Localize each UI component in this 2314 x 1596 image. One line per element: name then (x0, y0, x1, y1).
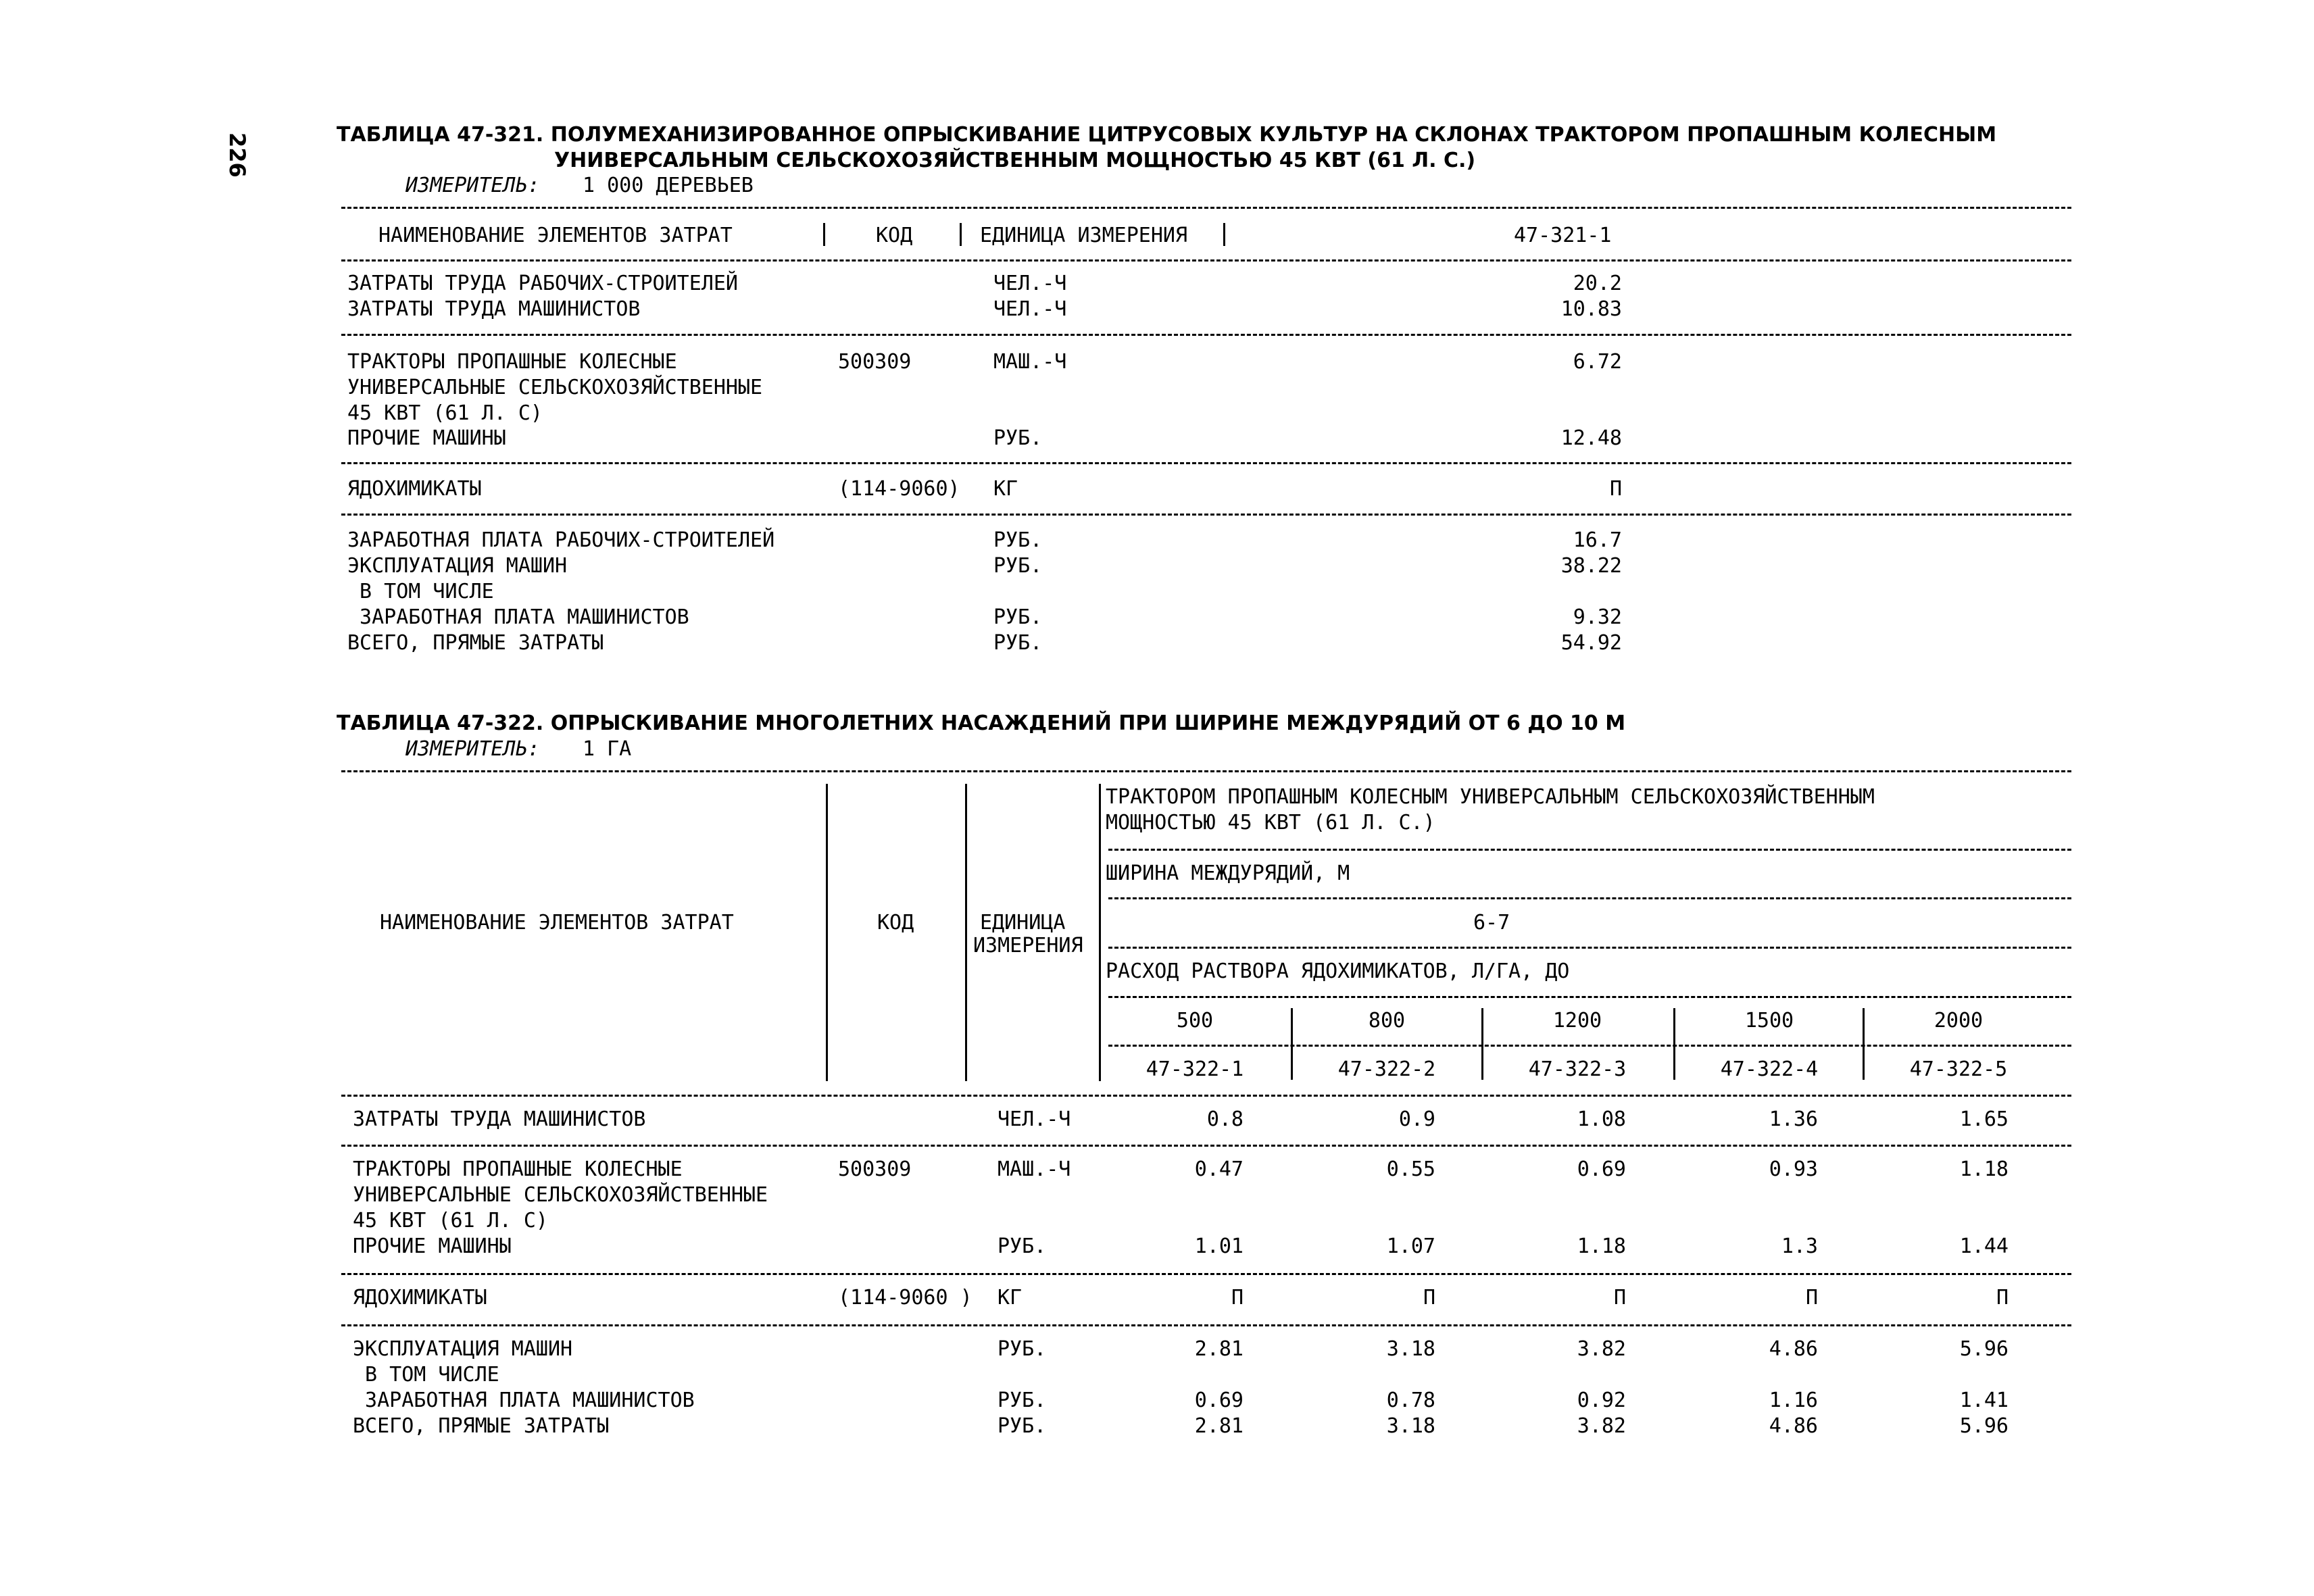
table1-row-value: 38.22 (1560, 554, 1622, 578)
table2-row-name: 45 КВТ (61 Л. С) (353, 1209, 548, 1232)
table2-header-subrule (1108, 849, 2071, 851)
table2-top-rule (341, 770, 2071, 772)
table2-row-name: ЗАРАБОТНАЯ ПЛАТА МАШИНИСТОВ (353, 1389, 695, 1412)
table2-row-value: 0.69 (1577, 1157, 1626, 1181)
table1-row-name: ЗАРАБОТНАЯ ПЛАТА МАШИНИСТОВ (347, 605, 689, 629)
table2-header-rate-label: РАСХОД РАСТВОРА ЯДОХИМИКАТОВ, Л/ГА, ДО (1106, 959, 1570, 983)
table2-group-rule (341, 1145, 2071, 1147)
table2-header-divider (965, 784, 967, 1081)
table2-row-value: 0.47 (1194, 1157, 1244, 1181)
table2-row-value: 1.41 (1959, 1389, 2009, 1412)
table2-header-code: КОД (877, 911, 914, 934)
page-number: 226 (224, 132, 250, 178)
table2-row-value: 0.69 (1194, 1389, 1244, 1412)
table2-row-value: 0.92 (1577, 1389, 1626, 1412)
table2-header-divider (826, 784, 828, 1081)
table2-header-rate: 500 (1176, 1009, 1214, 1032)
table2-header-code: 47-322-5 (1909, 1057, 2008, 1081)
table2-row-value: 5.96 (1959, 1337, 2009, 1361)
table2-row-value: 1.65 (1959, 1107, 2009, 1131)
table1-header-divider (1223, 223, 1225, 246)
table2-row-name: ЭКСПЛУАТАЦИЯ МАШИН (353, 1337, 573, 1361)
table1-row-value: 9.32 (1573, 605, 1622, 629)
table1-header-unit: ЕДИНИЦА ИЗМЕРЕНИЯ (980, 224, 1188, 247)
table2-header-subrule (1108, 947, 2071, 949)
table2-row-value: 1.07 (1386, 1235, 1435, 1258)
table1-row-unit: ЧЕЛ.-Ч (993, 272, 1067, 295)
table1-row-name: ЗАТРАТЫ ТРУДА РАБОЧИХ-СТРОИТЕЛЕЙ (347, 272, 738, 295)
table1-row-value: 20.2 (1573, 272, 1622, 295)
table1-top-rule (341, 207, 2071, 209)
table1-header-code: КОД (876, 224, 913, 247)
table2-row-unit: КГ (998, 1286, 1023, 1310)
table1-row-value: 54.92 (1560, 631, 1622, 655)
table1-header-divider (960, 223, 962, 246)
table2-row-value: 0.9 (1398, 1107, 1435, 1131)
table2-row-value: 3.18 (1386, 1337, 1435, 1361)
table1-header-col: 47-321-1 (1514, 224, 1612, 247)
table2-row-unit: РУБ. (998, 1389, 1047, 1412)
table2-row-value: 1.01 (1194, 1235, 1244, 1258)
table2-header-group-line2: МОЩНОСТЬЮ 45 КВТ (61 Л. С.) (1106, 811, 1435, 834)
table2-row-value: 2.81 (1194, 1414, 1244, 1438)
table2-row-value: 3.82 (1577, 1414, 1626, 1438)
table1-row-name: В ТОМ ЧИСЛЕ (347, 580, 494, 603)
table1-row-value: 6.72 (1573, 350, 1622, 374)
table1-row-value: 12.48 (1560, 426, 1622, 450)
table2-header-rate: 1200 (1552, 1009, 1602, 1032)
table2-row-value: 5.96 (1959, 1414, 2009, 1438)
table2-subheader-divider (1291, 1008, 1293, 1080)
table1-header-divider (823, 223, 825, 246)
table1-group-rule (341, 462, 2071, 464)
table1-header-rule (341, 259, 2071, 261)
table2-row-value: 1.36 (1769, 1107, 1818, 1131)
table2-group-rule (341, 1324, 2071, 1326)
table1-row-name: ЗАРАБОТНАЯ ПЛАТА РАБОЧИХ-СТРОИТЕЛЕЙ (347, 528, 775, 552)
table1-row-name: ЯДОХИМИКАТЫ (347, 477, 482, 501)
table2-header-code: 47-322-1 (1146, 1057, 1244, 1081)
table2-subheader-divider (1481, 1008, 1483, 1080)
table2-row-unit: РУБ. (998, 1235, 1047, 1258)
table2-row-name: ЯДОХИМИКАТЫ (353, 1286, 487, 1310)
table2-row-value: 0.78 (1386, 1389, 1435, 1412)
table2-row-name: В ТОМ ЧИСЛЕ (353, 1363, 499, 1387)
table2-header-rate: 800 (1368, 1009, 1406, 1032)
table1-group-rule (341, 514, 2071, 516)
table2-row-value: П (1613, 1286, 1626, 1310)
table1-meter-label: ИЗМЕРИТЕЛЬ: (405, 174, 540, 197)
table2-header-rate: 1500 (1744, 1009, 1794, 1032)
table2-row-unit: РУБ. (998, 1337, 1047, 1361)
table2-header-name: НАИМЕНОВАНИЕ ЭЛЕМЕНТОВ ЗАТРАТ (380, 911, 734, 934)
table1-meter-value: 1 000 ДЕРЕВЬЕВ (583, 174, 754, 197)
table2-header-divider (1099, 784, 1101, 1081)
table1-header-name: НАИМЕНОВАНИЕ ЭЛЕМЕНТОВ ЗАТРАТ (378, 224, 733, 247)
table2-row-value: 2.81 (1194, 1337, 1244, 1361)
table2-group-rule (341, 1273, 2071, 1275)
table2-header-subrule (1108, 996, 2071, 998)
table2-header-code: 47-322-2 (1337, 1057, 1436, 1081)
table1-row-value: 16.7 (1573, 528, 1622, 552)
table1-row-name: ПРОЧИЕ МАШИНЫ (347, 426, 506, 450)
table2-row-value: 1.16 (1769, 1389, 1818, 1412)
table2-row-name: ВСЕГО, ПРЯМЫЕ ЗАТРАТЫ (353, 1414, 610, 1438)
table2-title: ТАБЛИЦА 47-322. ОПРЫСКИВАНИЕ МНОГОЛЕТНИХ НАСАЖДЕНИЙ ПРИ ШИРИНЕ МЕЖДУРЯДИЙ ОТ 6 ДО 10 М (337, 712, 1626, 735)
table2-row-value: 1.08 (1577, 1107, 1626, 1131)
table1-title-line1: ТАБЛИЦА 47-321. ПОЛУМЕХАНИЗИРОВАННОЕ ОПРЫСКИВАНИЕ ЦИТРУСОВЫХ КУЛЬТУР НА СКЛОНАХ ТРАКТОРОМ ПРОПАШНЫМ КОЛЕСНЫМ (337, 123, 1997, 147)
table2-row-value: 1.18 (1577, 1235, 1626, 1258)
table2-row-name: ТРАКТОРЫ ПРОПАШНЫЕ КОЛЕСНЫЕ (353, 1157, 683, 1181)
table2-row-value: П (1423, 1286, 1435, 1310)
table1-row-name: 45 КВТ (61 Л. С) (347, 401, 543, 425)
table1-row-unit: РУБ. (993, 631, 1043, 655)
table2-header-unit-line1: ЕДИНИЦА (980, 911, 1066, 934)
table1-title-line2: УНИВЕРСАЛЬНЫМ СЕЛЬСКОХОЗЯЙСТВЕННЫМ МОЩНОСТЬЮ 45 КВТ (61 Л. С.) (554, 149, 1476, 172)
table2-row-value: 3.18 (1386, 1414, 1435, 1438)
table2-header-subrule (1108, 1045, 2071, 1047)
table1-row-value: 10.83 (1560, 297, 1622, 321)
table1-row-name: ВСЕГО, ПРЯМЫЕ ЗАТРАТЫ (347, 631, 604, 655)
table2-header-rule (341, 1095, 2071, 1097)
table1-row-name: ЗАТРАТЫ ТРУДА МАШИНИСТОВ (347, 297, 641, 321)
table2-header-unit-line2: ИЗМЕРЕНИЯ (973, 934, 1083, 957)
table1-row-unit: КГ (993, 477, 1018, 501)
table2-row-value: 1.3 (1781, 1235, 1818, 1258)
table1-row-unit: РУБ. (993, 426, 1043, 450)
table2-row-value: 3.82 (1577, 1337, 1626, 1361)
table2-header-group-line1: ТРАКТОРОМ ПРОПАШНЫМ КОЛЕСНЫМ УНИВЕРСАЛЬНЫМ СЕЛЬСКОХОЗЯЙСТВЕННЫМ (1106, 785, 1875, 809)
table2-row-value: 1.18 (1959, 1157, 2009, 1181)
table1-row-code: 500309 (838, 350, 912, 374)
table2-row-code: (114-9060 ) (838, 1286, 973, 1310)
table1-row-unit: РУБ. (993, 528, 1043, 552)
table2-subheader-divider (1673, 1008, 1675, 1080)
table1-row-name: ТРАКТОРЫ ПРОПАШНЫЕ КОЛЕСНЫЕ (347, 350, 677, 374)
table2-row-value: 0.8 (1206, 1107, 1244, 1131)
table1-row-value: П (1609, 477, 1622, 501)
table2-header-width-label: ШИРИНА МЕЖДУРЯДИЙ, М (1106, 862, 1350, 885)
table2-row-unit: РУБ. (998, 1414, 1047, 1438)
table1-row-name: УНИВЕРСАЛЬНЫЕ СЕЛЬСКОХОЗЯЙСТВЕННЫЕ (347, 376, 763, 399)
table2-row-unit: ЧЕЛ.-Ч (998, 1107, 1071, 1131)
table2-row-value: 0.93 (1769, 1157, 1818, 1181)
table2-row-code: 500309 (838, 1157, 912, 1181)
table1-row-code: (114-9060) (838, 477, 960, 501)
table1-row-name: ЭКСПЛУАТАЦИЯ МАШИН (347, 554, 568, 578)
table2-meter-value: 1 ГА (583, 737, 632, 761)
table1-row-unit: МАШ.-Ч (993, 350, 1067, 374)
table2-row-value: 4.86 (1769, 1337, 1818, 1361)
table2-row-value: 1.44 (1959, 1235, 2009, 1258)
table2-header-code: 47-322-3 (1528, 1057, 1627, 1081)
table1-row-unit: ЧЕЛ.-Ч (993, 297, 1067, 321)
table2-row-value: П (1996, 1286, 2009, 1310)
table2-row-name: УНИВЕРСАЛЬНЫЕ СЕЛЬСКОХОЗЯЙСТВЕННЫЕ (353, 1183, 768, 1207)
table1-group-rule (341, 334, 2071, 336)
table1-row-unit: РУБ. (993, 554, 1043, 578)
table2-row-value: 0.55 (1386, 1157, 1435, 1181)
table2-subheader-divider (1863, 1008, 1865, 1080)
table2-header-width-value: 6-7 (1473, 911, 1510, 934)
table2-row-value: П (1805, 1286, 1818, 1310)
table2-row-name: ЗАТРАТЫ ТРУДА МАШИНИСТОВ (353, 1107, 646, 1131)
table2-meter-label: ИЗМЕРИТЕЛЬ: (405, 737, 540, 761)
table2-header-code: 47-322-4 (1720, 1057, 1819, 1081)
table2-row-value: 4.86 (1769, 1414, 1818, 1438)
table2-header-subrule (1108, 897, 2071, 899)
table1-row-unit: РУБ. (993, 605, 1043, 629)
table2-row-name: ПРОЧИЕ МАШИНЫ (353, 1235, 512, 1258)
table2-header-rate: 2000 (1934, 1009, 1984, 1032)
table2-row-unit: МАШ.-Ч (998, 1157, 1071, 1181)
table2-row-value: П (1231, 1286, 1244, 1310)
